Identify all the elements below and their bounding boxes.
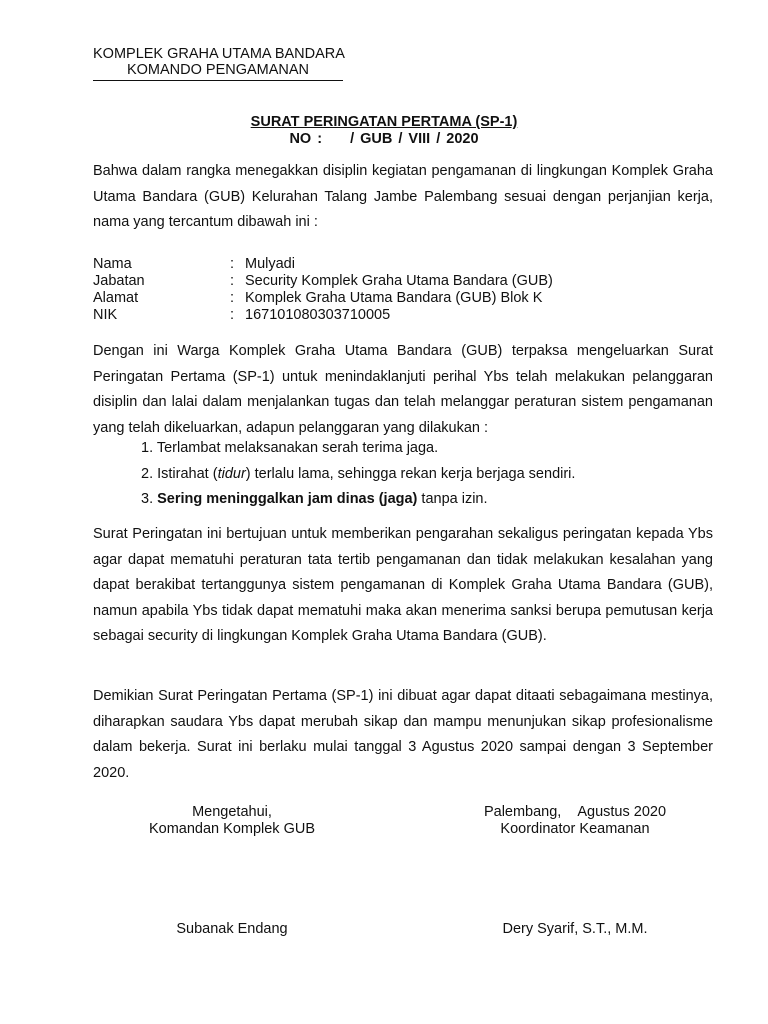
- identity-label: Jabatan: [93, 273, 145, 289]
- purpose-paragraph: Surat Peringatan ini bertujuan untuk memberikan pengarahan sekaligus peringatan kepada Ybs agar dapat mematuhi peraturan tata tertib pengamanan dan tidak melakukan kesalahan yang dapat berakibat tertanggunya sistem pengamanan di Komplek Graha Utama Bandara (GUB), namun apabila Ybs tidak dapat mematuhi maka akan menerima sanksi berupa pemutusan kerja sebagai security di lingkungan Komplek Graha Utama Bandara (GUB).: [93, 526, 713, 644]
- identity-label: Nama: [93, 256, 132, 272]
- identity-value: Komplek Graha Utama Bandara (GUB) Blok K: [245, 290, 543, 306]
- signer-title-right: Koordinator Keamanan: [500, 821, 650, 837]
- identity-row-nik: NIK : 167101080303710005: [93, 307, 391, 323]
- violation-item: 2. Istirahat (tidur) terlalu lama, sehingga rekan kerja berjaga sendiri.: [141, 465, 576, 482]
- acknowledged-label: Mengetahui,: [192, 804, 272, 820]
- identity-block: [93, 256, 553, 324]
- letter-number-label: NO :: [289, 131, 323, 147]
- identity-label: NIK: [93, 307, 118, 323]
- identity-value: 167101080303710005: [245, 307, 391, 323]
- signer-title-left: Komandan Komplek GUB: [148, 821, 316, 837]
- letter-number: [0, 131, 768, 147]
- organization-division: KOMANDO PENGAMANAN: [93, 62, 343, 81]
- letter-number-value: / GUB / VIII / 2020: [350, 131, 479, 147]
- identity-row-position: Jabatan : Security Komplek Graha Utama Bandara (GUB): [93, 273, 553, 289]
- identity-value: Security Komplek Graha Utama Bandara (GUB): [245, 273, 553, 289]
- closing-paragraph: Demikian Surat Peringatan Pertama (SP-1) ini dibuat agar dapat ditaati sebagaimana mestinya, diharapkan saudara Ybs dapat merubah sikap dan mampu menunjukan sikap profesionalisme dalam bekerja. Surat ini berlaku mulai tanggal 3 Agustus 2020 sampai dengan 3 September 2020.: [93, 688, 713, 781]
- violation-item: 1. Terlambat melaksanakan serah terima jaga.: [141, 440, 439, 456]
- signature-block-left: [120, 804, 344, 838]
- signer-name-left: Subanak Endang: [176, 921, 288, 937]
- intro-paragraph: Bahwa dalam rangka menegakkan disiplin kegiatan pengamanan di lingkungan Komplek Graha Utama Bandara (GUB) Kelurahan Talang Jambe Palembang sesuai dengan perjanjian kerja, nama yang tercantum dibawah ini :: [93, 163, 713, 230]
- signer-name-right: Dery Syarif, S.T., M.M.: [502, 921, 648, 937]
- violation-item: 3. Sering meninggalkan jam dinas (jaga) tanpa izin.: [141, 491, 488, 507]
- place: Palembang,: [483, 804, 562, 820]
- identity-row-name: Nama : Mulyadi: [93, 256, 295, 272]
- place-date: [455, 804, 695, 821]
- violations-list: [141, 436, 575, 513]
- signature-block-right: [455, 804, 695, 838]
- identity-value: Mulyadi: [245, 256, 295, 272]
- statement-paragraph: Dengan ini Warga Komplek Graha Utama Bandara (GUB) terpaksa mengeluarkan Surat Peringatan Pertama (SP-1) untuk menindaklanjuti perihal Ybs telah melakukan pelanggaran disiplin dan lalai dalam menjalankan tugas dan telah melanggar peraturan sistem pengamanan yang telah dikeluarkan, adapun pelanggaran yang dilakukan :: [93, 343, 713, 436]
- identity-label: Alamat: [93, 290, 139, 306]
- identity-row-address: Alamat : Komplek Graha Utama Bandara (GUB) Blok K: [93, 290, 543, 306]
- date: Agustus 2020: [577, 804, 667, 820]
- letter-title: SURAT PERINGATAN PERTAMA (SP-1): [250, 114, 518, 130]
- organization-name: KOMPLEK GRAHA UTAMA BANDARA: [93, 46, 345, 62]
